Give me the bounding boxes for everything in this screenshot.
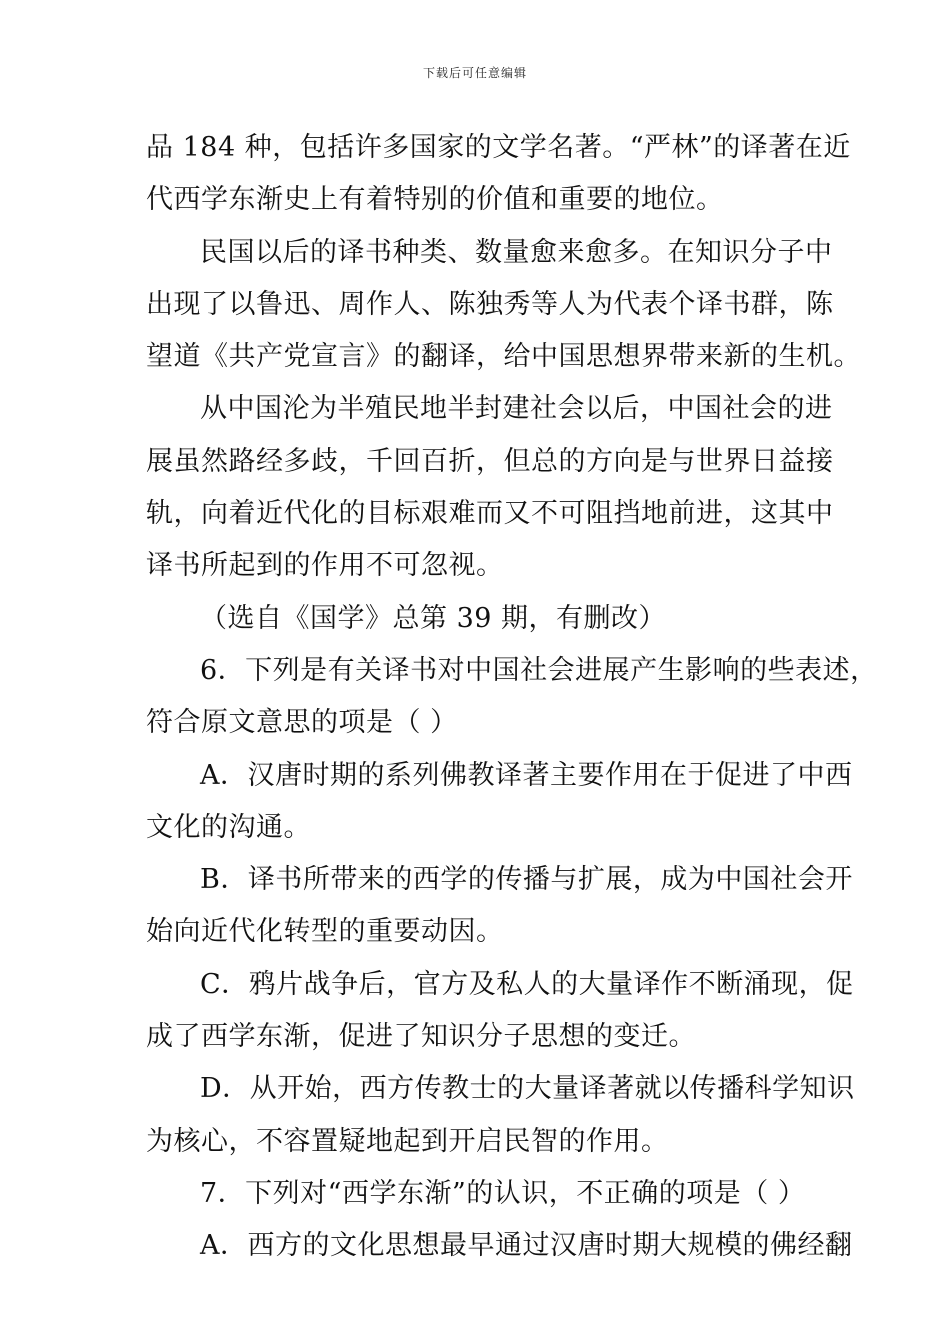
question-6-option-d: 为核心，不容置疑地起到开启民智的作用。 [146,1125,669,1157]
text-line: 民国以后的译书种类、数量愈来愈多。在知识分子中 [200,236,833,268]
text-line: 望道《共产党宣言》的翻译，给中国思想界带来新的生机。 [146,341,861,373]
question-6-stem: 6．下列是有关译书对中国社会进展产生影响的些表述， [200,654,878,686]
question-6-option-a: A．汉唐时期的系列佛教译著主要作用在于促进了中西 [200,759,853,791]
page-header: 下载后可任意编辑 [422,66,527,80]
question-6-option-b: B．译书所带来的西学的传播与扩展，成为中国社会开 [200,864,853,896]
question-6-option-a: 文化的沟通。 [146,811,311,843]
text-line: 出现了以鲁迅、周作人、陈独秀等人为代表个译书群，陈 [146,288,834,320]
document-body [146,122,878,1273]
text-line: 代西学东渐史上有着特别的价值和重要的地位。 [146,184,724,216]
text-line: 从中国沦为半殖民地半封建社会以后，中国社会的进 [200,393,833,425]
text-line: 轨，向着近代化的目标艰难而又不可阻挡地前进，这其中 [146,498,834,530]
question-7-option-a: A．西方的文化思想最早通过汉唐时期大规模的佛经翻 [200,1230,853,1262]
question-6-option-c: C．鸦片战争后，官方及私人的大量译作不断涌现，促 [200,968,854,1000]
question-7-stem: 7．下列对“西学东渐”的认识，不正确的项是（ ） [200,1177,806,1209]
question-6-option-b: 始向近代化转型的重要动因。 [146,916,504,948]
question-6-option-d: D．从开始，西方传教士的大量译著就以传播科学知识 [200,1073,855,1105]
question-6-stem: 符合原文意思的项是（ ） [146,707,458,739]
text-line: 展虽然路经多歧，千回百折，但总的方向是与世界日益接 [146,445,834,477]
source-citation: （选自《国学》总第 39 期，有删改） [200,602,667,634]
text-line: 品 184 种，包括许多国家的文学名著。“严林”的译著在近 [146,132,851,163]
question-6-option-c: 成了西学东渐，促进了知识分子思想的变迁。 [146,1021,696,1053]
text-line: 译书所起到的作用不可忽视。 [146,550,504,582]
